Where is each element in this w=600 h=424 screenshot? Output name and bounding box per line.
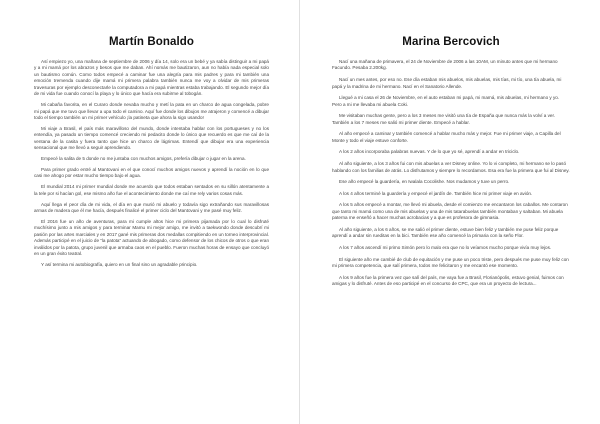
paragraph: Llegué a mi casa el 26 de Noviembre, en el auto estaban mi papá, mi mamá, mis abuelas, mi hermano y yo. Pero a mi me llevaba mi abuela Coki. (332, 95, 560, 107)
paragraph: Para primer grado entré al Mantovani en el que conocí muchos amigos nuevos y aprendí la noción en lo que casi me ahogo por estar mucho tiempo bajo el agua. (34, 166, 269, 179)
paragraph: Empecé la salita de 5 donde no me juntaba con muchos amigos, prefería dibujar o jugar en la arena. (41, 156, 246, 162)
paragraph: Nací una mañana de primavera, el 24 de Noviembre de 2006 a las 10AM, un minuto antes que mi hermano Facundo. Pesaba 2.200kg. (332, 59, 558, 71)
page-body (332, 59, 570, 288)
paragraph: El siguiente año me cambié de club de equitación y me puse un poco triste, pero después me puse muy feliz con mi primera competencia, que salí primera, todos me felicitaron y me encantó ese momento. (332, 256, 569, 269)
right-page (300, 0, 600, 424)
page-title: Martín Bonaldo (108, 36, 195, 48)
paragraph: A los 2 años incorporaba palabras nuevas. Y de lo que yo sé, aprendí a andar en triciclo. (339, 149, 520, 155)
paragraph: Al año siguiente, a los 3 años fui con mis abuelas a ver Disney online. Yo lo vi completo, mi hermano se lo pasó hablando con los familias de atrás. Lo disfrutamos y siempre lo recordamos. Esa era fue la primera que fui al Disney. (332, 161, 570, 173)
paragraph: Y así termina mi autobiografía, quiero en un final sino un agradable principio. (41, 261, 198, 267)
paragraph: Me visitaban muchas gente, pero a los 3 meses me visitó una tía de España que nunca más la volví a ver. También a los 7 meses me salió mi primer diente. Empecé a hablar. (332, 113, 556, 125)
paragraph: El mundial 2014 mi primer mundial donde me acuerdo que todos estaban sentados en su sillón atentamente a la tele por si hacían gol, ese mismo año fue el acontecimiento donde me caí me rely varios cosas más. (34, 184, 269, 196)
page-title: Marina Bercovich (402, 36, 500, 48)
paragraph: Mi cabaña favorita, en el Curaro donde nevaba mucho y metí la pata en un charco de agua congelada, pobre mi papá que me tuvo que llevar a upa todo el camino. Aquí fue donde los dibujos me atrajeron y comencé a dibujar todo el tiempo también un mi primer vehículo ¡la patineta que ahora la sigo usando! (34, 102, 269, 121)
paragraph: Así empiezo yo, una mañana de septiembre de 2006 y día 14, solo era un bebé y ya sabía distinguir a mi papá y a mi mamá por los abrazos y besos que me daban. Ahí nomás me bautizaron, aun no había nada especial solo un bautismo común. Como todos empecé a caminar fue una alegría para mis padres y para mi también una emoción tremenda cuando dije mamá mi primera palabra también nunca me voy a olvidar de mis primeras travesuras por ejemplo desconectarle la computadora a mi papá mientras estaba trabajando. El segundo mejor día de mi vida fue cuando conocí la playa y lo único que hacía era subirme al tobogán. (34, 59, 269, 97)
paragraph: Mi viaje a Brasil, el país más maravilloso del mundo, donde intentaba hablar con los portugueses y no los entendía, ya pasado un tiempo comencé creciendo mi pedacito donde lo único que recuerdo es que me caí de la ventana de la casita y fuera tanto que hice un charco de lágrimas. Entendí que dibujar era una experiencia sensacional que me llevó a seguir aprendiendo. (34, 125, 269, 151)
paragraph: Al año siguiente, a los 6 años, se me salió el primer diente, estuve bien feliz y también me puse feliz porque aprendí a andar sin rueditas en la bici. También ese año comencé la primaria con la seño Flor. (332, 227, 559, 239)
paragraph: Ese año empecé la guardería, en Iwalala Cocolishe. Nos mudamos y tuve un perro. (339, 179, 510, 185)
page-body (34, 59, 269, 268)
paragraph: El 2016 fue un año de aventuras, para mi cumple altos hice mi primera pijamada por lo cual lo disfruté muchísimo junto a mis amigos y para terminar Mamu mi mejor amigo, me invitó a taekwondo donde descubrí mi pasión por las artes marciales y en 2017 gané mis primeras dos medallas compitiendo en un torneo interprovincial. Además participé en el juicio de “la patota” actuando de abogado, como defensor de los chicos de otros o que eran inválidos por la patota, grupo juvenil que armaba caos en el pueblo. Fueron muchas horas de ensayo que concluyó en un gran éxito teatral. (34, 218, 269, 257)
paragraph: Nací un mes antes, por eso no. Ese día estaban mis abuelos, mis abuelas, mis tías, mi tío, una tía abuela, mi papá y la madrina de mi hermano. Nací en el Sanatorio Allende. (332, 77, 562, 89)
paragraph: A los 5 años empecé a montar, me llevó mi abuela, desde el comienzo me encantaron los caballos. Me contaron que tanto mi mamá como una de mis abuelas y una de mis tatarabuelas también montaban y saltaban. Mi abuela paterna me enseñó a hacer muchas acrobacias y a que es profesora de gimnasia. (332, 202, 568, 221)
paragraph: A los 7 años ascendí mi primo Simón pero lo malo era que no lo veíamos mucho porque vivía muy lejos. (339, 245, 552, 251)
paragraph: Al año empecé a caminar y también comencé a hablar mucho más y mejor. Fue mi primer viaje, a Capilla del Monte y todo el viaje estuve conforte. (332, 131, 561, 143)
paragraph: A los 9 años fue la primera vez que salí del país, me vaya fue a Brasil, Florianópolis, estuvo genial, fuimos con amigas y lo disfruté. Antes de eso participé en el concurso de CPC, que era un proyecto de lectura... (332, 274, 564, 287)
paragraph: Aquí llega el peor día de mi vida, el día en que murió mi abuelo y todavía sigo extrañando sus maravillosas armas de madera que él me hacía, después finalicé el primer ciclo del Mantovani y me pasé muy feliz. (34, 201, 269, 213)
paragraph: A los 4 años terminé la guardería y empecé el jardín de. También hice mi primer viaje en avión. (339, 190, 533, 196)
